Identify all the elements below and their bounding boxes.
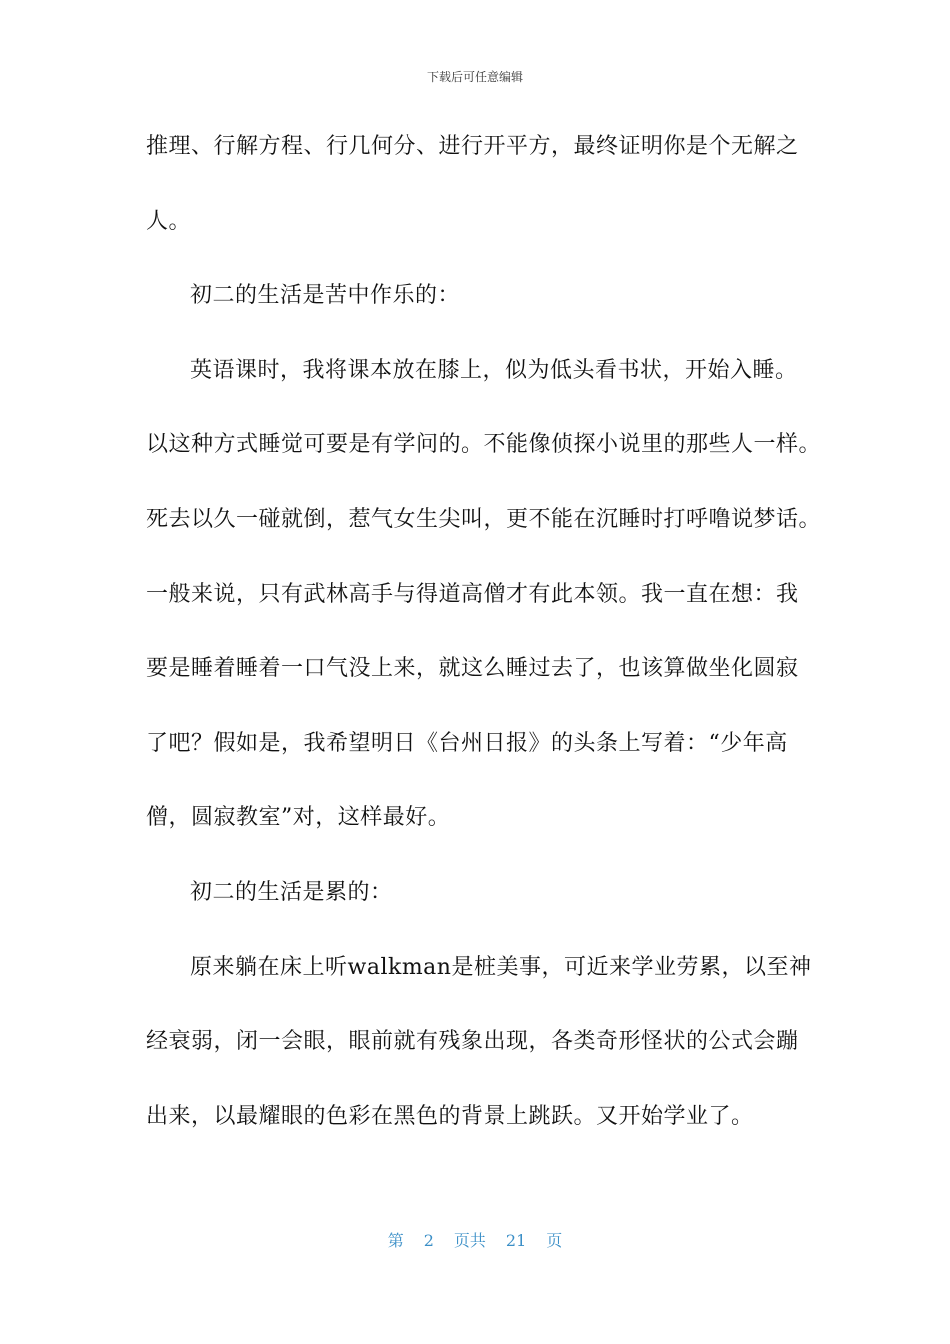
footer-prefix: 第: [387, 1231, 404, 1250]
text-line: 经衰弱，闭一会眼，眼前就有残象出现，各类奇形怪状的公式会蹦: [146, 1029, 799, 1055]
footer-total-pages: 21: [505, 1231, 527, 1250]
text-line: 英语课时，我将课本放在膝上，似为低头看书状，开始入睡。: [190, 357, 798, 383]
section-heading: 初二的生活是累的：: [190, 879, 393, 905]
text-line: 原来躺在床上听walkman是桩美事，可近来学业劳累，以至神: [190, 954, 812, 980]
section-heading: 初二的生活是苦中作乐的：: [190, 283, 461, 309]
text-line: 了吧？假如是，我希望明日《台州日报》的头条上写着：“少年高: [146, 730, 788, 756]
footer-middle: 页共: [453, 1231, 486, 1250]
text-line: 人。: [146, 208, 192, 234]
text-line: 推理、行解方程、行几何分、进行开平方，最终证明你是个无解之: [146, 134, 799, 159]
footer-page-number: 2: [423, 1231, 434, 1250]
text-line: 以这种方式睡觉可要是有学问的。不能像侦探小说里的那些人一样。: [146, 432, 822, 458]
text-line: 僧，圆寂教室”对，这样最好。: [146, 805, 451, 831]
text-line: 死去以久一碰就倒，惹气女生尖叫，更不能在沉睡时打呼噜说梦话。: [146, 506, 822, 532]
page-footer: [0, 1228, 950, 1251]
text-line: 要是睡着睡着一口气没上来，就这么睡过去了，也该算做坐化圆寂: [146, 656, 799, 682]
text-line: 出来，以最耀眼的色彩在黑色的背景上跳跃。又开始学业了。: [146, 1103, 754, 1129]
page-header: 下载后可任意编辑: [426, 70, 523, 84]
text-line: 一般来说，只有武林高手与得道高僧才有此本领。我一直在想：我: [146, 581, 799, 607]
document-body: [146, 110, 826, 1154]
footer-suffix: 页: [546, 1231, 563, 1250]
